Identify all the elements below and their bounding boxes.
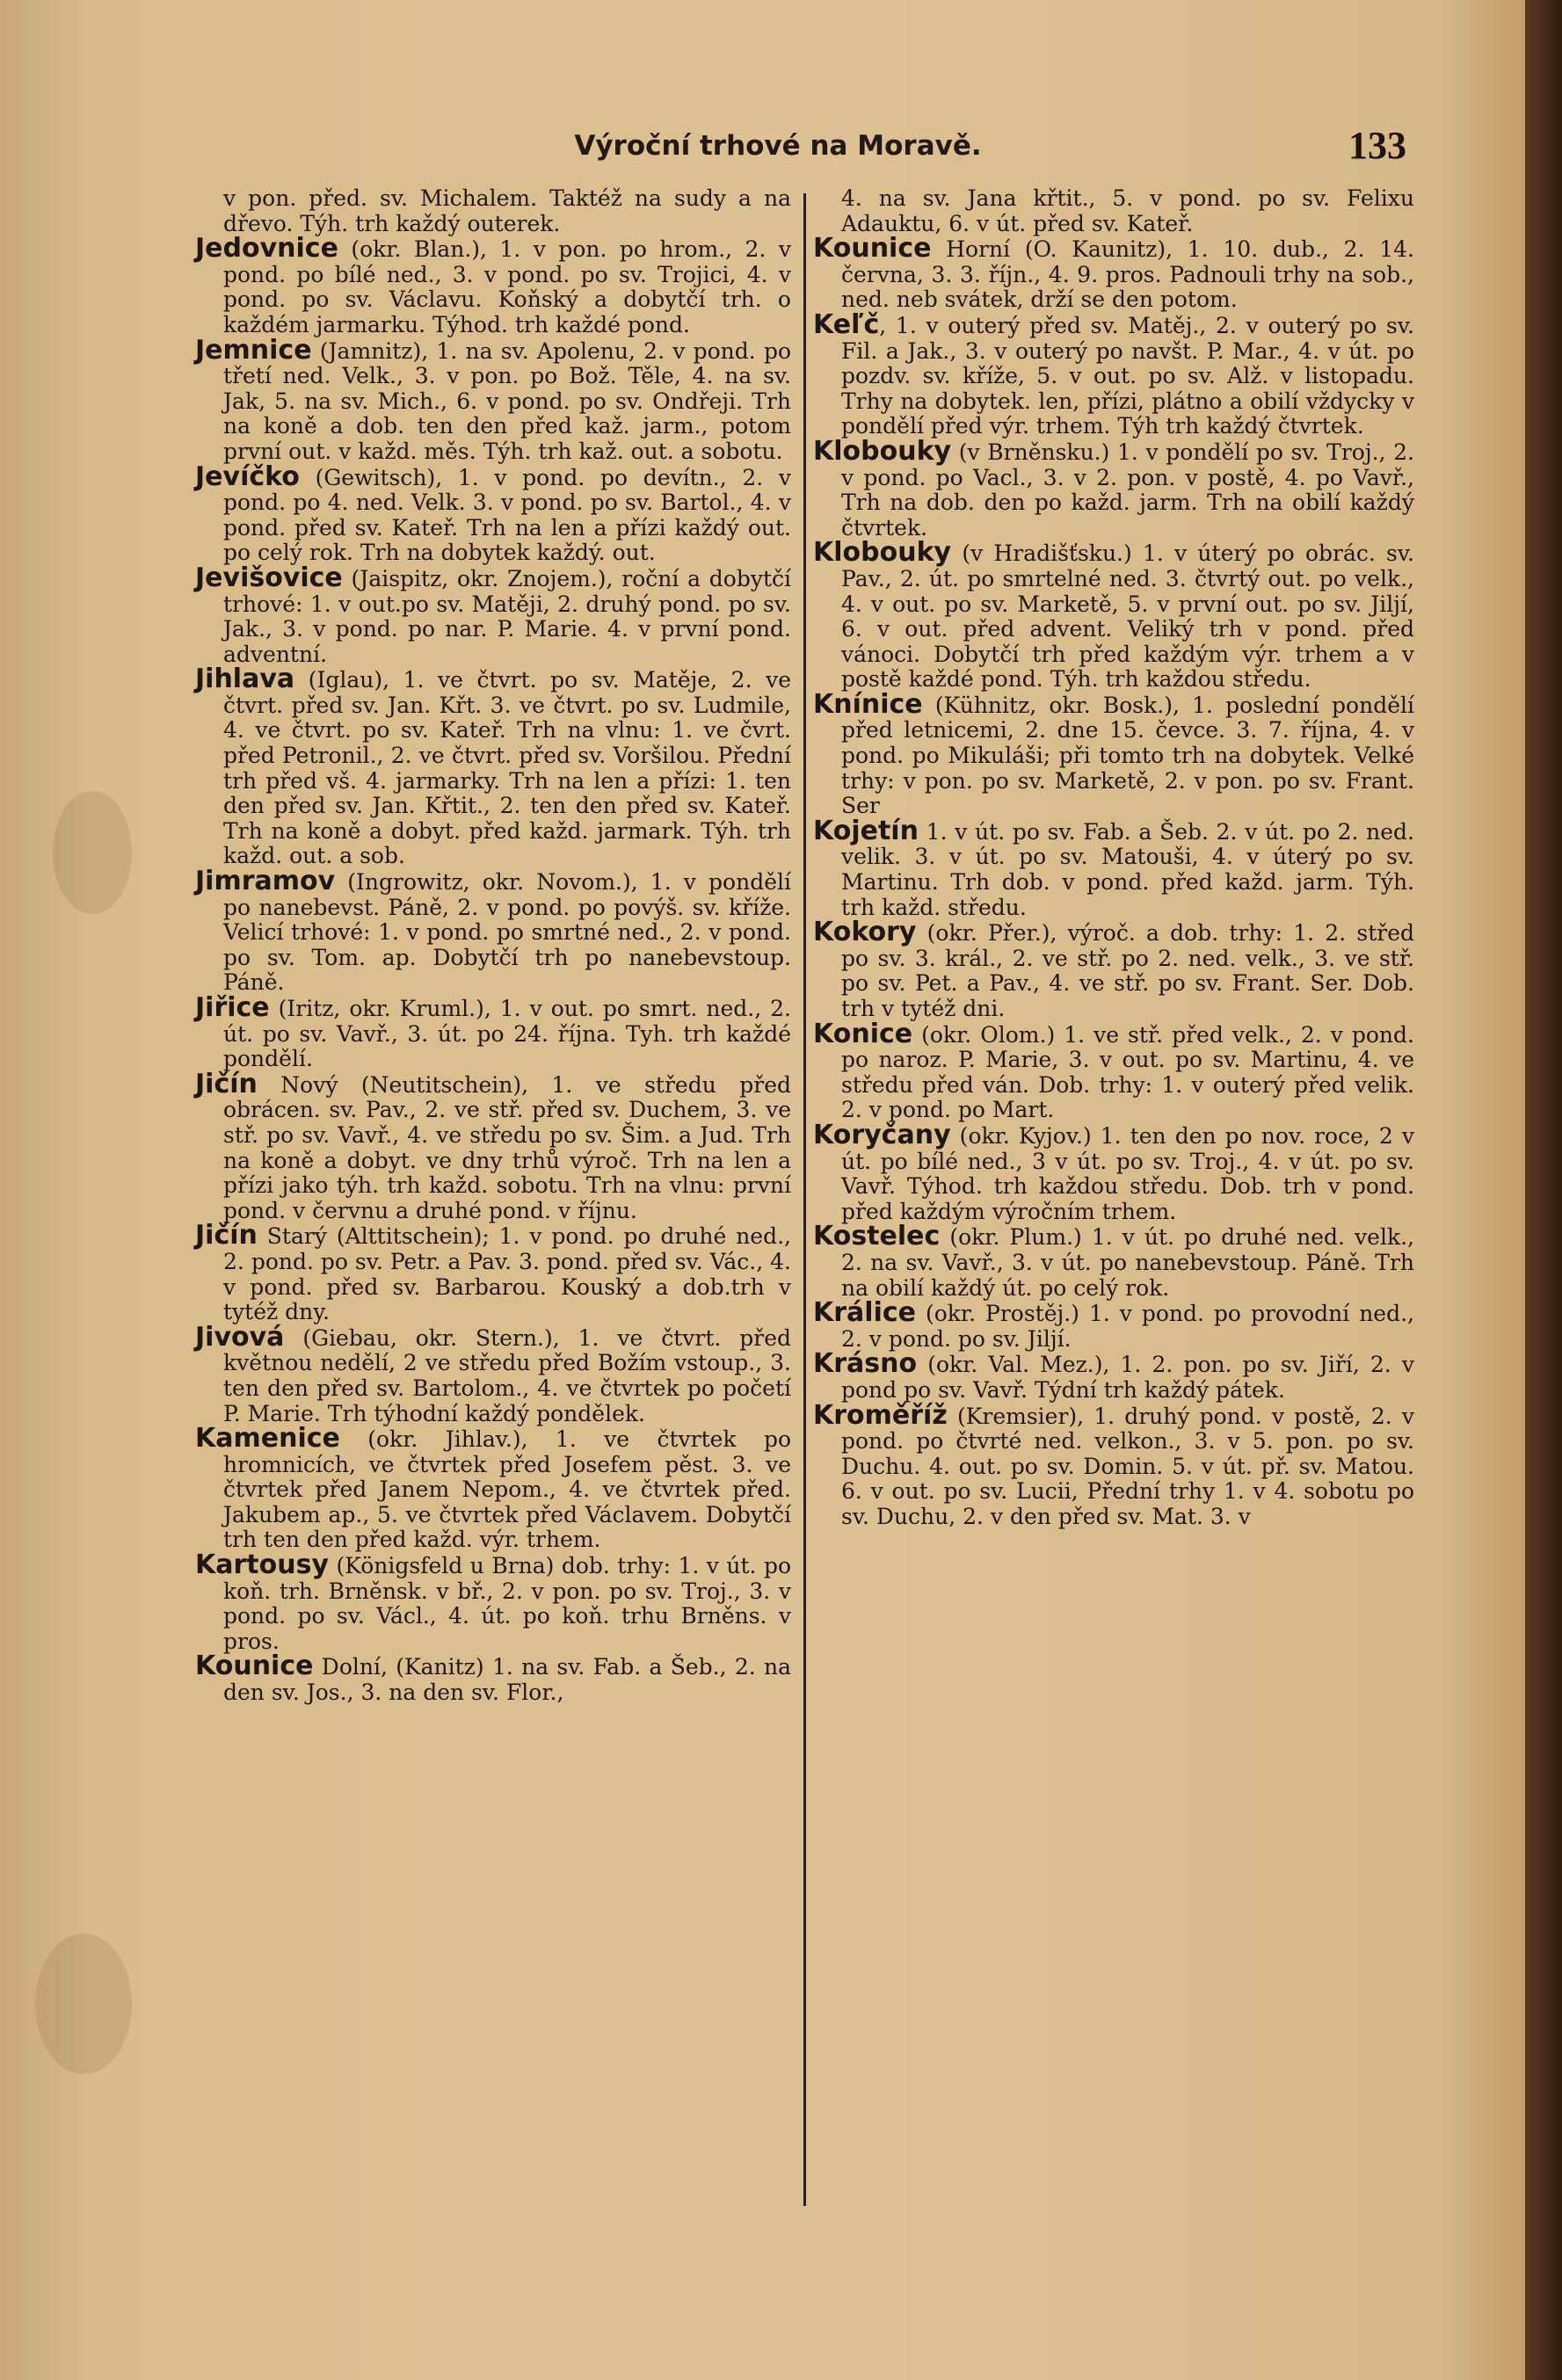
entry-text: (okr. Kyjov.) 1. ten den po nov. roce, 2 v út. po bílé ned., 3 v út. po sv. Troj., 4. v út. po sv. Vavř. Týhod. trh každou středu. Dob. trh v pond. před každým výročním trhem. (841, 1122, 1414, 1224)
town-entry (195, 992, 791, 1072)
town-name: Knínice (813, 688, 923, 720)
town-name: Kounice (195, 1651, 314, 1682)
entry-text: (okr. Prostěj.) 1. v pond. po provodní ned., 2. v pond. po sv. Jiljí. (841, 1301, 1414, 1352)
town-entry (813, 435, 1414, 541)
entry-text: (Iglau), 1. ve čtvrt. po sv. Matěje, 2. ve čtvrt. před sv. Jan. Křt. 3. ve čtvrt. po sv. Ludmile, 4. ve čtvrt. po sv. Kateř. Trh na vlnu: 1. ve čvrt. před Petronil., 2. ve čtvrt. před sv. Voršilou. Přední trh před vš. 4. jarmarky. Trh na len a přízi: 1. ten den před sv. Jan. Křtit., 2. ten den před sv. Kateř. Trh na koně a dobyt. před každ. jarmark. Týh. trh každ. out. a sob. (223, 667, 791, 869)
town-name: Jemnice (195, 334, 312, 366)
town-entry (813, 537, 1414, 693)
town-name: Kostelec (813, 1221, 941, 1252)
town-name: Králice (813, 1297, 916, 1329)
entry-text: (Jamnitz), 1. na sv. Apolenu, 2. v pond. po třetí ned. Velk., 3. v pon. po Bož. Těle, 4. na sv. Jak, 5. na sv. Mich., 6. v pond. po sv. Ondřeji. Trh na koně a dob. ten den před kaž. jarm., potom první out. v každ. měs. Týh. trh kaž. out. a sobotu. (223, 337, 791, 464)
entry-text: Nový (Neutitschein), 1. ve středu před obrácen. sv. Pav., 2. ve stř. před sv. Duchem, 3. ve stř. po sv. Vavř., 4. ve středu po sv. Šim. a Jud. Trh na koně a dobyt. ve dny trhů výroč. Trh na len a přízi jako týh. trh každ. sobotu. Trh na vlnu: první pond. v červnu a druhé pond. v říjnu. (223, 1071, 791, 1223)
right-column (813, 186, 1414, 1529)
town-entry (813, 1399, 1414, 1530)
town-name: Kamenice (195, 1423, 340, 1455)
town-name: Jedovnice (195, 233, 338, 265)
town-entry (195, 1321, 791, 1426)
town-name: Jičín (195, 1220, 258, 1252)
town-name: Konice (813, 1018, 913, 1049)
entry-text: (Jaispitz, okr. Znojem.), roční a dobytčí trhové: 1. v out.po sv. Matěji, 2. druhý pond. po sv. Jak., 3. v pond. po nar. P. Marie. 4. v první pond. adventní. (223, 565, 791, 667)
entry-text: Dolní, (Kanitz) 1. na sv. Fab. a Šeb., 2. na den sv. Jos., 3. na den sv. Flor., (223, 1654, 791, 1706)
town-name: Krásno (813, 1348, 918, 1380)
town-entry (813, 688, 1414, 819)
entry-continuation (195, 186, 791, 236)
entry-text: (v Brněnsku.) 1. v pondělí po sv. Troj., 2. v pond. po Vacl., 3. v 2. pon. v postě, 4. po Vavř., Trh na dob. den po každ. jarm. Trh na obilí každý čtvrtek. (841, 439, 1414, 541)
town-name: Kojetín (813, 815, 919, 846)
town-entry (195, 1549, 791, 1654)
town-entry (813, 233, 1414, 313)
entry-text: (okr. Přer.), výroč. a dob. trhy: 1. 2. střed po sv. 3. král., 2. ve stř. po 2. ned. velk., 3. ve stř. po sv. Pet. a Pav., 4. ve stř. po sv. Frant. Ser. Dob. trh v tytéž dni. (841, 920, 1414, 1021)
entry-text: (Königsfeld u Brna) dob. trhy: 1. v út. po koň. trh. Brněnsk. v bř., 2. v pon. po sv. Troj., 3. v pond. po sv. Václ., 4. út. po koň. trhu Brněns. v pros. (223, 1553, 791, 1654)
entry-text: (okr. Val. Mez.), 1. 2. pon. po sv. Jiří, 2. v pond po sv. Vavř. Týdní trh každý pátek. (841, 1352, 1414, 1403)
town-entry (195, 1220, 791, 1325)
entry-text: , 1. v outerý před sv. Matěj., 2. v outerý po sv. Fil. a Jak., 3. v outerý po navšt. P. Mar., 4. v út. po pozdv. sv. kříže, 5. v out. po sv. Alž. v listopadu. Trhy na dobytek. len, přízi, plátno a obilí vždycky v pondělí před výr. trhem. Týh trh každý čtvrtek. (841, 312, 1414, 439)
town-name: Jevíčko (195, 461, 300, 492)
town-entry (813, 1119, 1414, 1224)
town-entry (195, 1068, 791, 1224)
entry-text: 4. na sv. Jana křtit., 5. v pond. po sv. Felixu Adauktu, 6. v út. před sv. Kateř. (841, 185, 1414, 236)
town-name: Jivová (195, 1321, 285, 1353)
town-name: Kartousy (195, 1549, 330, 1581)
entry-text: (Ingrowitz, okr. Novom.), 1. v pondělí po nanebevst. Páně, 2. v pond. po povýš. sv. kříže. Velicí trhové: 1. v pond. po smrtné ned., 2. v pond. po sv. Tom. ap. Dobytčí trh po nanebevstoup. Páně. (223, 869, 791, 996)
town-entry (195, 562, 791, 667)
town-name: Klobouky (813, 537, 952, 569)
entry-text: v pon. před. sv. Michalem. Taktéž na sudy a na dřevo. Týh. trh každý outerek. (223, 185, 791, 236)
town-entry (813, 308, 1414, 439)
paper-stain (53, 791, 132, 914)
town-entry (195, 664, 791, 869)
town-name: Kounice (813, 233, 932, 265)
entry-text: (v Hradišťsku.) 1. v úterý po obrác. sv. Pav., 2. út. po smrtelné ned. 3. čtvrtý out. po velk., 4. v out. po sv. Marketě, 5. v první out. po sv. Jiljí, 6. v out. před advent. Veliký trh v pond. před vánoci. Dobytčí trh před každým výr. trhem a v postě každé pond. Týh. trh každou středu. (841, 541, 1414, 693)
town-name: Jičín (195, 1068, 258, 1099)
entry-text: (Kremsier), 1. druhý pond. v postě, 2. v pond. po čtvrté ned. velkon., 3. v 5. pon. po sv. Duchu. 4. out. po sv. Domin. 5. v út. př. sv. Matou. 6. v out. po sv. Lucii, Přední trhy 1. v 4. sobotu po sv. Duchu, 2. v den před sv. Mat. 3. v (841, 1403, 1414, 1529)
entry-text: (Gewitsch), 1. v pond. po devítn., 2. v pond. po 4. ned. Velk. 3. v pond. po sv. Bartol., 4. v pond. před sv. Kateř. Trh na len a přízi každý out. po celý rok. Trh na dobytek každý. out. (223, 464, 791, 566)
town-entry (195, 461, 791, 566)
entry-text: Horní (O. Kaunitz), 1. 10. dub., 2. 14. června, 3. 3. říjn., 4. 9. pros. Padnouli trhy na sob., ned. neb svátek, drží se den potom. (841, 236, 1414, 313)
entry-text: Starý (Alttitschein); 1. v pond. po druhé ned., 2. pond. po sv. Petr. a Pav. 3. pond. před sv. Vác., 4. v pond. před sv. Barbarou. Kouský a dob.trh v tytéž dny. (223, 1223, 791, 1325)
town-name: Koryčany (813, 1119, 951, 1150)
town-name: Keľč (813, 308, 880, 340)
town-entry (195, 1423, 791, 1553)
column-divider (803, 193, 806, 2206)
town-name: Kokory (813, 917, 917, 948)
town-name: Kroměříž (813, 1399, 948, 1431)
town-entry (195, 1651, 791, 1706)
entry-text: (okr. Blan.), 1. v pon. po hrom., 2. v pond. po bílé ned., 3. v pond. po sv. Trojici, 4. v pond. po sv. Václavu. Koňský a dobytčí trh. o každém jarmarku. Týhod. trh každé pond. (223, 236, 791, 337)
page-number: 133 (1348, 124, 1406, 167)
left-column (195, 186, 791, 1706)
town-entry (813, 1297, 1414, 1352)
town-entry (195, 334, 791, 465)
town-entry (195, 866, 791, 996)
town-entry (813, 1221, 1414, 1301)
entry-text: 1. v út. po sv. Fab. a Šeb. 2. v út. po 2. ned. velik. 3. v út. po sv. Matouši, 4. v úterý po sv. Martinu. Trh dob. v pond. před každ. jarm. Týh. trh každ. středu. (841, 818, 1414, 920)
entry-text: (Iritz, okr. Kruml.), 1. v out. po smrt. ned., 2. út. po sv. Vavř., 3. út. po 24. října. Tyh. trh každé pondělí. (223, 996, 791, 1072)
town-entry (813, 1348, 1414, 1403)
entry-text: (Kühnitz, okr. Bosk.), 1. poslední pondělí před letnicemi, 2. dne 15. čevce. 3. 7. října, 4. v pond. po Mikuláši; při tomto trh na dobytek. Velké trhy: v pon. po sv. Marketě, 2. v pon. po sv. Frant. Ser (841, 692, 1414, 819)
entry-text: (okr. Plum.) 1. v út. po druhé ned. velk., 2. na sv. Vavř., 3. v út. po nanebevstoup. Páně. Trh na obilí každý út. po celý rok. (841, 1224, 1414, 1301)
town-entry (195, 233, 791, 337)
entry-text: (okr. Olom.) 1. ve stř. před velk., 2. v pond. po naroz. P. Marie, 3. v out. po sv. Martinu, 4. ve středu před ván. Dob. trhy: 1. v outerý před velik. 2. v pond. po Mart. (841, 1021, 1414, 1123)
page-header (132, 124, 1424, 183)
town-entry (813, 815, 1414, 920)
town-name: Jiřice (195, 992, 270, 1023)
entry-text: (okr. Jihlav.), 1. ve čtvrtek po hromnicích, ve čtvrtek před Josefem pěst. 3. ve čtvrtek před Janem Nepom., 4. ve čtvrtek před. Jakubem ap., 5. ve čtvrtek před Václavem. Dobytčí trh ten den před každ. výr. trhem. (223, 1426, 791, 1553)
town-name: Jihlava (195, 664, 295, 695)
book-binding (1525, 0, 1562, 2380)
paper-stain (35, 1934, 132, 2074)
town-entry (813, 1018, 1414, 1123)
town-name: Jimramov (195, 866, 336, 897)
town-entry (813, 917, 1414, 1021)
town-name: Jevišovice (195, 562, 343, 593)
town-name: Klobouky (813, 435, 952, 467)
entry-continuation (813, 186, 1414, 236)
running-title: Výroční trhové na Moravě. (574, 130, 982, 162)
entry-text: (Giebau, okr. Stern.), 1. ve čtvrt. před květnou nedělí, 2 ve středu před Božím vstoup., 3. ten den před sv. Bartolom., 4. ve čtvrtek po početí P. Marie. Trh týhodní každý pondělek. (223, 1324, 791, 1426)
